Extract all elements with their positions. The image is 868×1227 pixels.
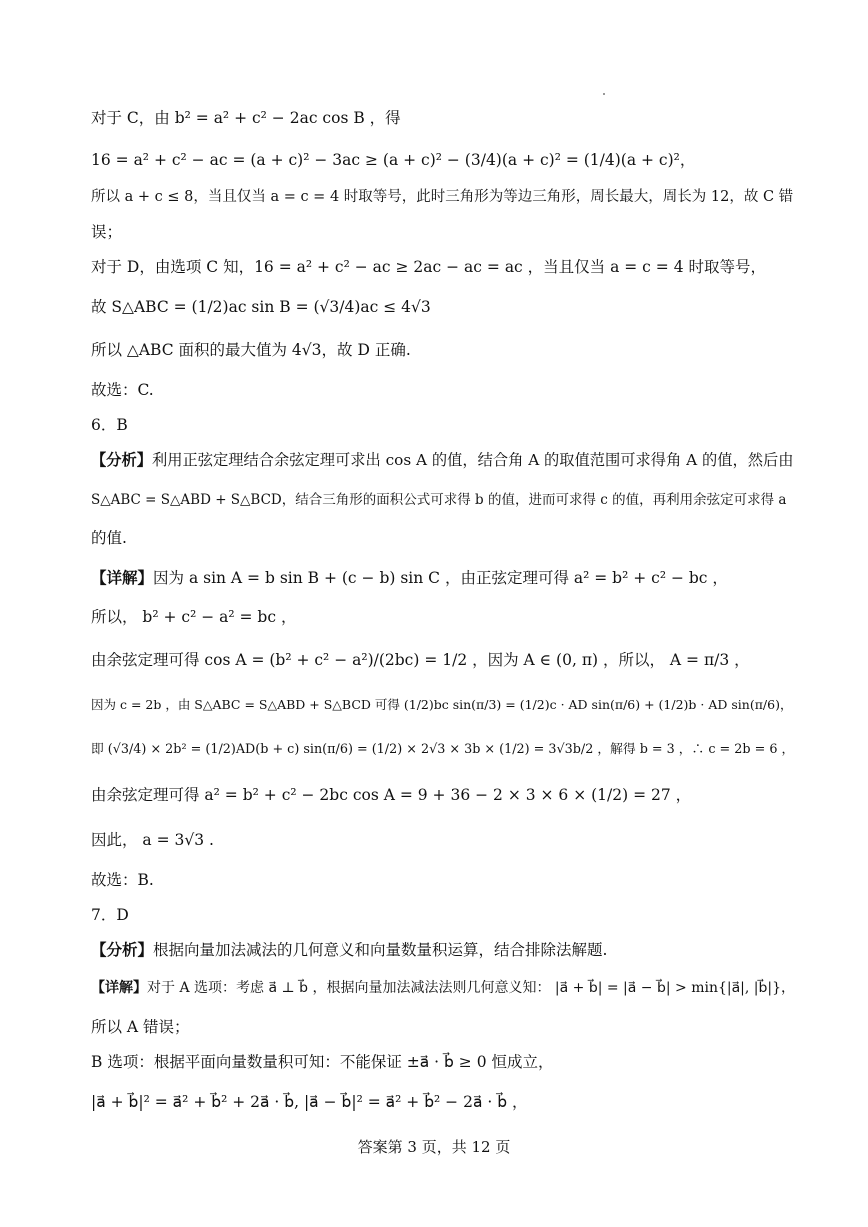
math-line: 16 = a² + c² − ac = (a + c)² − 3ac ≥ (a + c)² − (3/4)(a + c)² = (1/4)(a + c)²，	[91, 151, 696, 169]
section-label: 【详解】	[91, 980, 147, 996]
page-footer: 答案第 3 页，共 12 页	[357, 1138, 511, 1156]
math-line: 因为 c = 2b ，由 S△ABC = S△ABD + S△BCD 可得 (1/2)bc sin(π/3) = (1/2)c · AD sin(π/6) + (1/2)b · AD sin(π/6)，	[91, 697, 793, 712]
analysis-line: 【分析】根据向量加法减法的几何意义和向量数量积运算，结合排除法解题.	[91, 940, 608, 959]
math-line: 由余弦定理可得 a² = b² + c² − 2bc cos A = 9 + 36 − 2 × 3 × 6 × (1/2) = 27 ，	[91, 786, 692, 804]
text-line: 故选：C.	[91, 381, 154, 399]
analysis-line: 的值.	[91, 529, 127, 547]
section-label: 【分析】	[91, 940, 154, 959]
text-line: 对于 D，由选项 C 知，16 = a² + c² − ac ≥ 2ac − ac = ac ，当且仅当 a = c = 4 时取等号，	[91, 258, 766, 276]
text-line: 误；	[91, 223, 123, 241]
analysis-line: 【分析】利用正弦定理结合余弦定理可求出 cos A 的值，结合角 A 的取值范围可求得角 A 的值，然后由	[91, 451, 794, 469]
math-line: 即 (√3/4) × 2b² = (1/2)AD(b + c) sin(π/6) = (1/2) × 2√3 × 3b × (1/2) = 3√3b/2 ，解得 b = 3 ，∴ c = 2b = 6 ，	[91, 742, 795, 757]
section-label: 【详解】	[91, 568, 154, 587]
text-line: 故选：B.	[91, 871, 154, 889]
text-line: 所以 △ABC 面积的最大值为 4√3，故 D 正确.	[91, 341, 411, 359]
math-line: 故 S△ABC = (1/2)ac sin B = (√3/4)ac ≤ 4√3	[91, 298, 431, 316]
text-line: 因此， a = 3√3 .	[91, 831, 214, 849]
section-label: 【分析】	[91, 451, 152, 469]
analysis-line: S△ABC = S△ABD + S△BCD，结合三角形的面积公式可求得 b 的值，进而可求得 c 的值，再利用余弦定可求得 a	[91, 492, 787, 508]
detail-line: 【详解】对于 A 选项：考虑 a⃗ ⊥ b⃗ ，根据向量加法减法法则几何意义知： |a⃗ + b⃗| = |a⃗ − b⃗| > min{|a⃗|, |b⃗|}，	[91, 980, 796, 996]
text-line: 所以， b² + c² − a² = bc ，	[91, 608, 297, 626]
answer-heading: 6．B	[91, 416, 128, 434]
scan-speck	[603, 93, 605, 95]
text-line: 所以 a + c ≤ 8，当且仅当 a = c = 4 时取等号，此时三角形为等边三角形，周长最大，周长为 12，故 C 错	[91, 189, 794, 205]
math-line: 由余弦定理可得 cos A = (b² + c² − a²)/(2bc) = 1/2 ，因为 A ∈ (0, π) ，所以， A = π/3 ，	[91, 651, 750, 669]
text-line: 对于 C，由 b² = a² + c² − 2ac cos B ，得	[91, 109, 401, 127]
detail-line: 【详解】因为 a sin A = b sin B + (c − b) sin C ，由正弦定理可得 a² = b² + c² − bc ，	[91, 568, 728, 587]
math-line: |a⃗ + b⃗|² = a⃗² + b⃗² + 2a⃗ · b⃗, |a⃗ − b⃗|² = a⃗² + b⃗² − 2a⃗ · b⃗ ，	[91, 1093, 528, 1111]
text-line: 所以 A 错误；	[91, 1018, 190, 1036]
answer-heading: 7．D	[91, 906, 129, 924]
text-line: B 选项：根据平面向量数量积可知：不能保证 ±a⃗ · b⃗ ≥ 0 恒成立，	[91, 1053, 554, 1071]
